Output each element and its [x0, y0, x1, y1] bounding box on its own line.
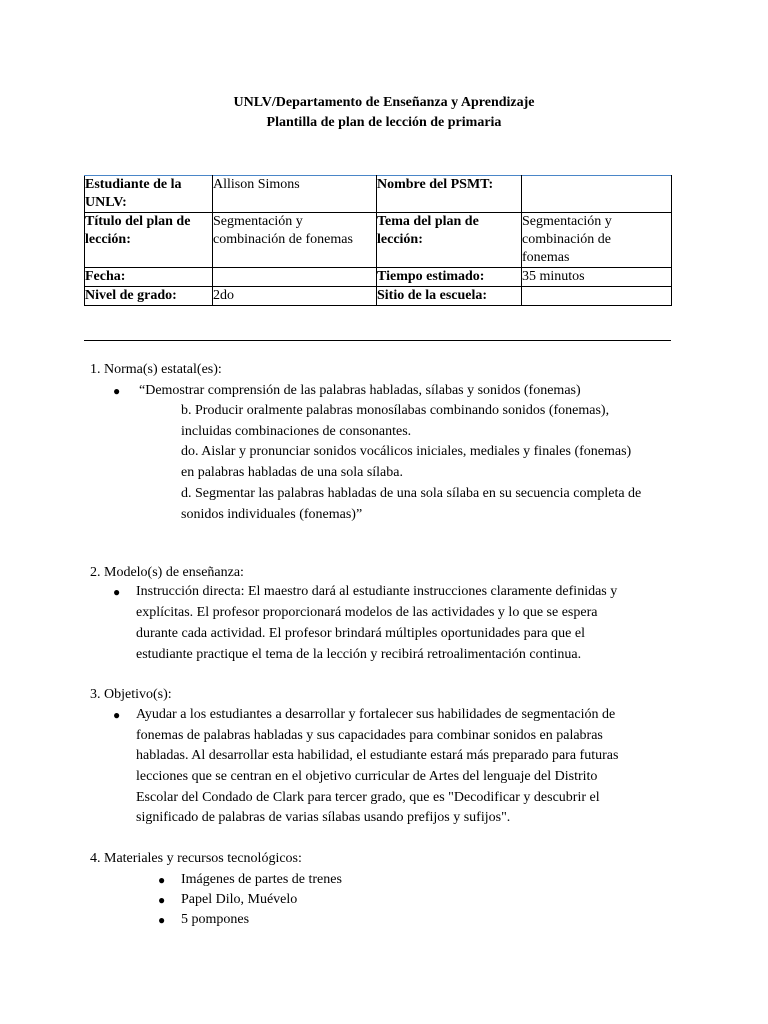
psmt-label: Nombre del PSMT: — [377, 176, 522, 213]
plan-topic-label: Tema del plan de lección: — [377, 213, 522, 268]
section-2-line: durante cada actividad. El profesor brindará múltiples oportunidades para que el — [136, 626, 585, 641]
bullet-icon: ● — [113, 384, 121, 398]
time-value: 35 minutos — [522, 268, 672, 287]
section-1-title: 1. Norma(s) estatal(es): — [90, 362, 222, 377]
section-3-line: significado de palabras de varias sílabas usando prefijos y sufijos". — [136, 810, 511, 825]
horizontal-divider — [84, 340, 671, 341]
section-1-line: b. Producir oralmente palabras monosílabas combinando sonidos (fonemas), — [181, 403, 610, 418]
section-1-line: sonidos individuales (fonemas)” — [181, 507, 363, 522]
plan-title-value: Segmentación y combinación de fonemas — [213, 213, 377, 268]
plan-title-label: Título del plan de lección: — [85, 213, 213, 268]
section-1-line: d. Segmentar las palabras habladas de una sola sílaba en su secuencia completa de — [181, 486, 642, 501]
list-item: Papel Dilo, Muévelo — [181, 892, 298, 907]
section-1-line: do. Aislar y pronunciar sonidos vocálicos iniciales, mediales y finales (fonemas) — [181, 444, 632, 459]
bullet-icon: ● — [113, 585, 121, 599]
grade-label: Nivel de grado: — [85, 287, 213, 306]
section-4-title: 4. Materiales y recursos tecnológicos: — [90, 851, 302, 866]
time-label: Tiempo estimado: — [377, 268, 522, 287]
psmt-value — [522, 176, 672, 213]
section-1-line: en palabras habladas de una sola sílaba. — [181, 465, 403, 480]
section-3-line: fonemas de palabras habladas y sus capacidades para combinar sonidos en palabras — [136, 728, 603, 743]
section-3-line: habladas. Al desarrollar esta habilidad, el estudiante estará más preparado para futuras — [136, 748, 619, 763]
section-2-line: explícitas. El profesor proporcionará modelos de las actividades y lo que se espera — [136, 605, 598, 620]
table-row — [85, 268, 672, 287]
table-row — [85, 287, 672, 306]
table-row — [85, 213, 672, 268]
section-3-title: 3. Objetivo(s): — [90, 687, 172, 702]
date-label: Fecha: — [85, 268, 213, 287]
bullet-icon: ● — [113, 708, 121, 722]
bullet-icon: ● — [158, 873, 166, 887]
section-3-line: Ayudar a los estudiantes a desarrollar y fortalecer sus habilidades de segmentación de — [136, 707, 616, 722]
school-value — [522, 287, 672, 306]
grade-value: 2do — [213, 287, 377, 306]
bullet-icon: ● — [158, 893, 166, 907]
document-subtitle: Plantilla de plan de lección de primaria — [266, 115, 502, 130]
bullet-icon: ● — [158, 913, 166, 927]
document-title: UNLV/Departamento de Enseñanza y Aprendizaje — [233, 95, 535, 110]
school-label: Sitio de la escuela: — [377, 287, 522, 306]
student-label: Estudiante de la UNLV: — [85, 176, 213, 213]
section-1-line: incluidas combinaciones de consonantes. — [181, 424, 412, 439]
date-value — [213, 268, 377, 287]
plan-topic-value: Segmentación y combinación de fonemas — [522, 213, 672, 268]
section-2-title: 2. Modelo(s) de enseñanza: — [90, 565, 244, 580]
section-1-bullet: “Demostrar comprensión de las palabras habladas, sílabas y sonidos (fonemas) — [139, 383, 581, 398]
section-3-line: lecciones que se centran en el objetivo curricular de Artes del lenguaje del Distrito — [136, 769, 598, 784]
section-3-line: Escolar del Condado de Clark para tercer grado, que es "Decodificar y descubrir el — [136, 790, 600, 805]
student-value: Allison Simons — [213, 176, 377, 213]
list-item: 5 pompones — [181, 912, 250, 927]
list-item: Imágenes de partes de trenes — [181, 872, 342, 887]
table-row — [85, 176, 672, 213]
lesson-info-table — [84, 175, 672, 306]
section-2-line: estudiante practique el tema de la lección y recibirá retroalimentación continua. — [136, 647, 582, 662]
section-2-line: Instrucción directa: El maestro dará al estudiante instrucciones claramente definidas y — [136, 584, 618, 599]
